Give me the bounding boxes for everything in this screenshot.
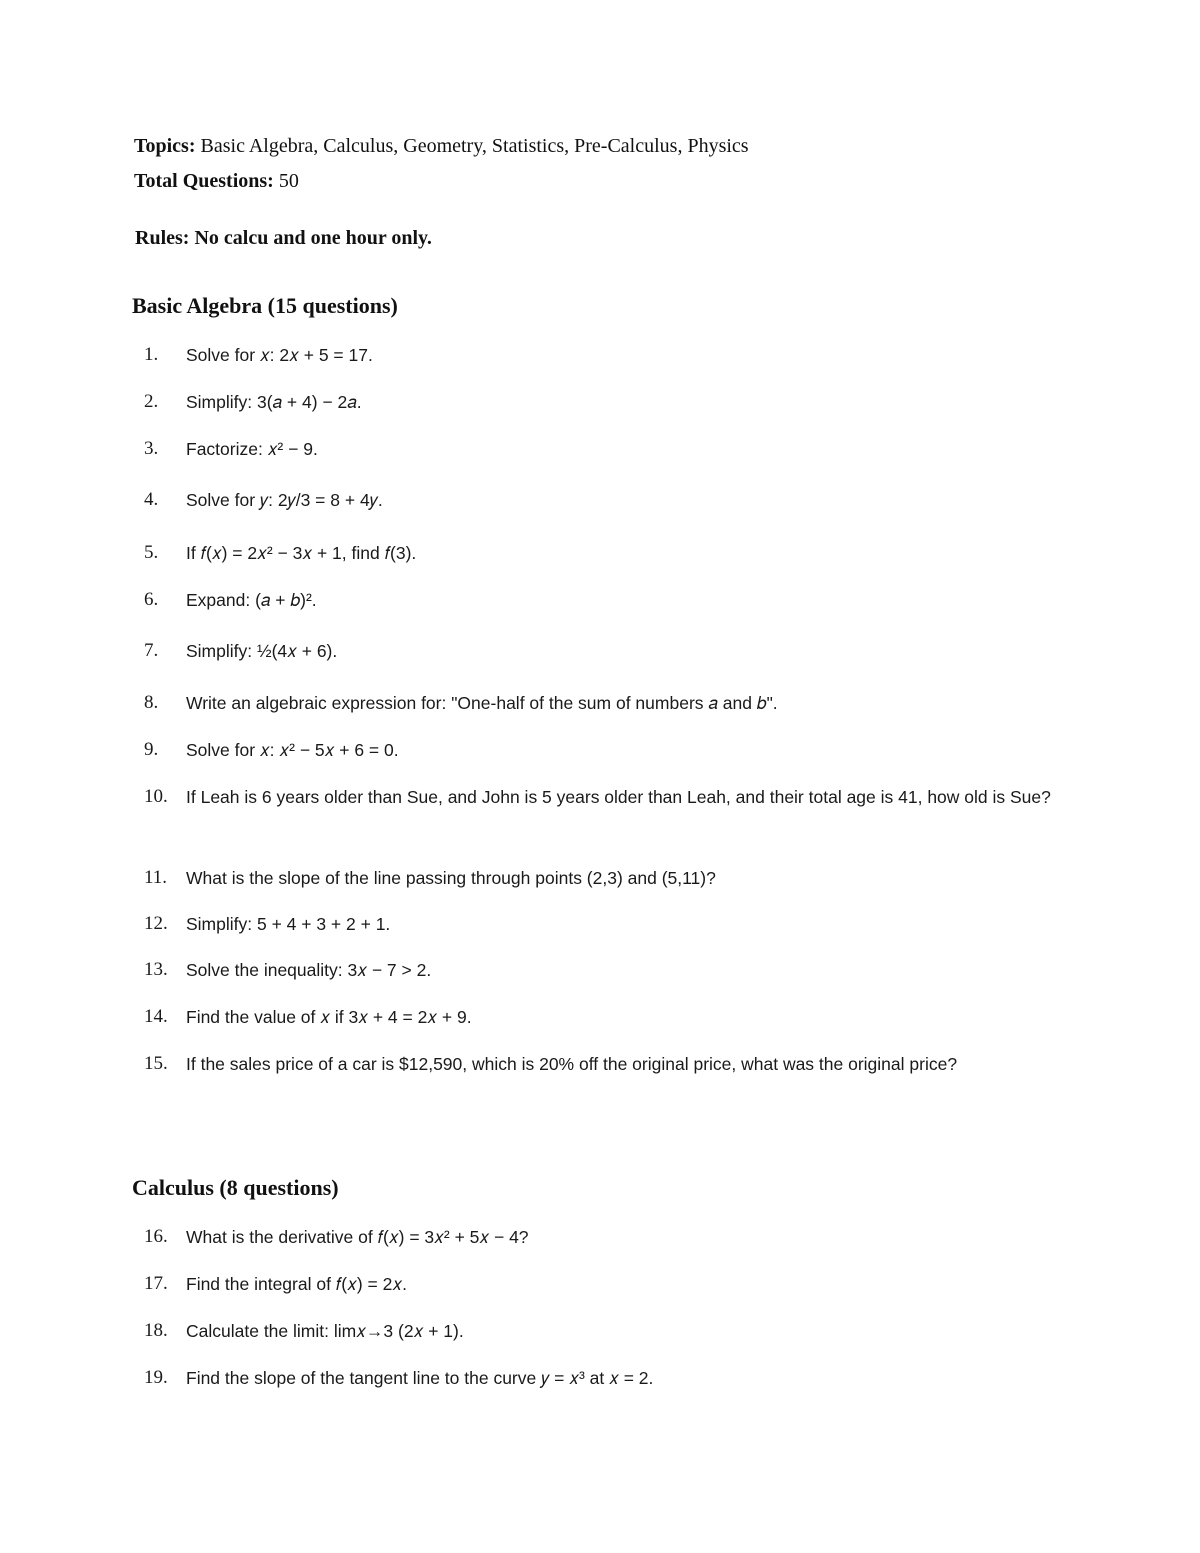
total-questions-label: Total Questions: [134, 170, 274, 192]
question-text: Expand: (𝑎 + 𝑏)². [186, 590, 317, 610]
question-text: Solve for 𝑦: 2𝑦/3 = 8 + 4𝑦. [186, 490, 383, 510]
question-text: Simplify: 3(𝑎 + 4) − 2𝑎. [186, 392, 362, 412]
question-item [144, 536, 1074, 570]
question-item [144, 907, 1074, 941]
question-number: 6. [144, 589, 159, 610]
rules-line: Rules: No calcu and one hour only. [135, 227, 432, 249]
question-number: 7. [144, 640, 159, 661]
question-number: 15. [144, 1053, 168, 1074]
question-number: 2. [144, 391, 159, 412]
question-text: If Leah is 6 years older than Sue, and John is 5 years older than Leah, and their total age is 41, how old is Sue? [186, 787, 1051, 807]
question-text: If 𝑓(𝑥) = 2𝑥² − 3𝑥 + 1, find 𝑓(3). [186, 543, 417, 563]
question-text: Solve for 𝑥: 2𝑥 + 5 = 17. [186, 345, 373, 365]
question-item [144, 1000, 1074, 1034]
question-number: 11. [144, 867, 168, 888]
question-number: 12. [144, 913, 168, 934]
question-number: 14. [144, 1006, 168, 1027]
question-item [144, 733, 1074, 767]
question-number: 13. [144, 959, 168, 980]
question-item [144, 1047, 1074, 1081]
question-text: If the sales price of a car is $12,590, which is 20% off the original price, what was the original price? [186, 1054, 958, 1074]
section-heading-calculus: Calculus (8 questions) [132, 1175, 339, 1200]
question-number: 18. [144, 1320, 168, 1341]
question-text: Find the value of 𝑥 if 3𝑥 + 4 = 2𝑥 + 9. [186, 1007, 472, 1027]
question-number: 5. [144, 542, 159, 563]
question-number: 4. [144, 489, 159, 510]
question-item [144, 338, 1074, 372]
question-item [144, 483, 1074, 517]
section-heading-basic-algebra: Basic Algebra (15 questions) [132, 293, 398, 318]
question-number: 17. [144, 1273, 168, 1294]
question-item [144, 385, 1074, 419]
total-questions-line [134, 169, 299, 193]
question-number: 3. [144, 438, 159, 459]
topics-label: Topics: [134, 135, 196, 157]
question-text: Write an algebraic expression for: "One-half of the sum of numbers 𝑎 and 𝑏". [186, 693, 778, 713]
question-text: Solve the inequality: 3𝑥 − 7 > 2. [186, 960, 432, 980]
question-number: 8. [144, 692, 159, 713]
question-number: 16. [144, 1226, 168, 1247]
question-item [144, 432, 1074, 466]
question-text: Factorize: 𝑥² − 9. [186, 439, 318, 459]
question-item [144, 686, 1074, 720]
question-text: Simplify: 5 + 4 + 3 + 2 + 1. [186, 914, 391, 934]
question-text: Find the integral of 𝑓(𝑥) = 2𝑥. [186, 1274, 407, 1294]
question-text: Calculate the limit: lim𝑥→3 (2𝑥 + 1). [186, 1321, 464, 1341]
question-number: 19. [144, 1367, 168, 1388]
question-item [144, 583, 1074, 617]
question-number: 9. [144, 739, 159, 760]
question-item [144, 1314, 1074, 1348]
question-item [144, 780, 1074, 814]
question-item [144, 1361, 1074, 1395]
question-number: 10. [144, 786, 168, 807]
question-item [144, 1220, 1074, 1254]
question-text: Find the slope of the tangent line to the curve 𝑦 = 𝑥³ at 𝑥 = 2. [186, 1368, 654, 1388]
question-text: Solve for 𝑥: 𝑥² − 5𝑥 + 6 = 0. [186, 740, 399, 760]
total-questions-value: 50 [278, 170, 299, 192]
topics-line [134, 134, 749, 158]
question-item [144, 634, 1074, 668]
question-text: What is the derivative of 𝑓(𝑥) = 3𝑥² + 5𝑥 − 4? [186, 1227, 529, 1247]
topics-value: Basic Algebra, Calculus, Geometry, Statistics, Pre-Calculus, Physics [200, 135, 749, 157]
question-item [144, 953, 1074, 987]
question-item [144, 861, 1074, 895]
question-text: Simplify: ½(4𝑥 + 6). [186, 641, 338, 661]
question-text: What is the slope of the line passing through points (2,3) and (5,11)? [186, 868, 716, 888]
question-item [144, 1267, 1074, 1301]
question-number: 1. [144, 344, 159, 365]
